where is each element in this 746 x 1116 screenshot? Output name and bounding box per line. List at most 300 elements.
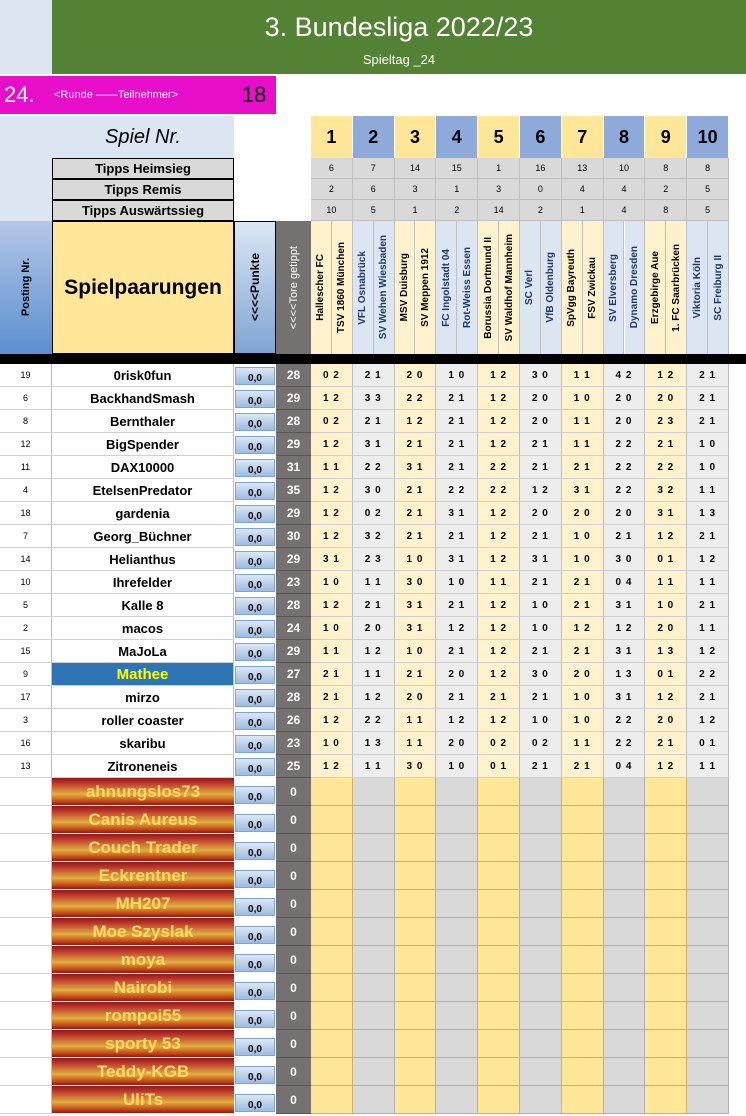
tip-cell[interactable]: 1 1 [353,571,395,594]
tip-cell-empty[interactable] [604,806,646,834]
tip-cell[interactable]: 2 2 [604,433,646,456]
tip-cell[interactable]: 2 0 [645,617,687,640]
tip-cell[interactable]: 3 1 [353,433,395,456]
tip-cell-empty[interactable] [436,1002,478,1030]
tip-cell[interactable]: 2 2 [353,709,395,732]
player-name-highlighted[interactable]: Mathee [52,663,234,686]
tip-cell[interactable]: 1 0 [687,433,729,456]
tip-cell[interactable]: 1 0 [520,709,562,732]
tip-cell[interactable]: 2 1 [520,433,562,456]
tip-cell-empty[interactable] [645,1086,687,1114]
tip-cell-empty[interactable] [395,1030,437,1058]
tip-cell-empty[interactable] [604,1030,646,1058]
tip-cell[interactable]: 2 1 [436,525,478,548]
tip-cell[interactable]: 2 1 [436,456,478,479]
tip-cell-empty[interactable] [520,1086,562,1114]
tip-cell[interactable]: 2 0 [645,709,687,732]
tip-cell-empty[interactable] [604,1002,646,1030]
tip-cell-empty[interactable] [604,1086,646,1114]
tip-cell[interactable]: 1 0 [311,732,353,755]
player-name[interactable]: Ihrefelder [52,571,234,594]
tip-cell[interactable]: 1 2 [395,410,437,433]
tip-cell-empty[interactable] [687,778,729,806]
player-name[interactable]: Bernthaler [52,410,234,433]
tip-cell[interactable]: 2 2 [645,456,687,479]
tip-cell-empty[interactable] [645,946,687,974]
tip-cell-empty[interactable] [604,778,646,806]
tip-cell-empty[interactable] [353,1086,395,1114]
tip-cell[interactable]: 1 0 [311,617,353,640]
tip-cell-empty[interactable] [520,1058,562,1086]
missing-player-name[interactable]: Eckrentner [52,862,234,890]
tip-cell[interactable]: 2 2 [478,479,520,502]
tip-cell[interactable]: 1 3 [604,663,646,686]
tip-cell-empty[interactable] [436,778,478,806]
tip-cell[interactable]: 1 2 [311,479,353,502]
tip-cell[interactable]: 0 1 [687,732,729,755]
tip-cell[interactable]: 2 0 [436,732,478,755]
tip-cell[interactable]: 1 0 [562,387,604,410]
tip-cell-empty[interactable] [520,778,562,806]
tip-cell-empty[interactable] [562,1086,604,1114]
tip-cell[interactable]: 1 2 [436,617,478,640]
tip-cell[interactable]: 2 1 [395,663,437,686]
missing-player-name[interactable]: Moe Szyslak [52,918,234,946]
tip-cell-empty[interactable] [478,974,520,1002]
tip-cell[interactable]: 2 1 [436,387,478,410]
tip-cell[interactable]: 1 2 [311,433,353,456]
tip-cell[interactable]: 2 1 [311,686,353,709]
tip-cell-empty[interactable] [311,1002,353,1030]
tip-cell-empty[interactable] [353,946,395,974]
tip-cell[interactable]: 2 2 [604,456,646,479]
tip-cell-empty[interactable] [395,1058,437,1086]
tip-cell[interactable]: 1 2 [687,548,729,571]
tip-cell-empty[interactable] [353,890,395,918]
tip-cell[interactable]: 1 2 [311,755,353,778]
tip-cell[interactable]: 1 2 [478,709,520,732]
tip-cell-empty[interactable] [311,946,353,974]
tip-cell-empty[interactable] [311,1030,353,1058]
tip-cell[interactable]: 2 2 [604,709,646,732]
tip-cell[interactable]: 2 1 [687,525,729,548]
missing-player-name[interactable]: Teddy-KGB [52,1058,234,1086]
tip-cell[interactable]: 2 0 [353,617,395,640]
tip-cell[interactable]: 2 2 [478,456,520,479]
tip-cell-empty[interactable] [311,834,353,862]
tip-cell-empty[interactable] [436,1030,478,1058]
tip-cell[interactable]: 2 1 [562,571,604,594]
missing-player-name[interactable]: ahnungslos73 [52,778,234,806]
tip-cell-empty[interactable] [478,946,520,974]
tip-cell-empty[interactable] [687,1058,729,1086]
tip-cell-empty[interactable] [562,974,604,1002]
tip-cell-empty[interactable] [687,862,729,890]
tip-cell[interactable]: 2 0 [562,502,604,525]
tip-cell[interactable]: 2 1 [478,686,520,709]
tip-cell[interactable]: 1 2 [478,617,520,640]
tip-cell[interactable]: 1 0 [395,640,437,663]
tip-cell[interactable]: 1 2 [311,594,353,617]
tip-cell[interactable]: 2 1 [436,433,478,456]
tip-cell[interactable]: 1 2 [478,502,520,525]
tip-cell-empty[interactable] [604,890,646,918]
tip-cell-empty[interactable] [478,778,520,806]
tip-cell[interactable]: 2 1 [520,755,562,778]
tip-cell[interactable]: 1 2 [520,479,562,502]
tip-cell[interactable]: 2 2 [604,479,646,502]
tip-cell-empty[interactable] [687,1002,729,1030]
tip-cell[interactable]: 1 2 [604,617,646,640]
tip-cell[interactable]: 3 0 [520,364,562,387]
tip-cell[interactable]: 1 1 [395,732,437,755]
tip-cell-empty[interactable] [395,890,437,918]
tip-cell[interactable]: 1 0 [436,364,478,387]
tip-cell[interactable]: 1 1 [562,732,604,755]
missing-player-name[interactable]: rompoi55 [52,1002,234,1030]
tip-cell[interactable]: 2 1 [353,364,395,387]
tip-cell[interactable]: 1 0 [645,594,687,617]
tip-cell-empty[interactable] [478,834,520,862]
tip-cell[interactable]: 3 1 [562,479,604,502]
tip-cell-empty[interactable] [478,890,520,918]
tip-cell[interactable]: 3 1 [395,594,437,617]
tip-cell[interactable]: 3 1 [395,456,437,479]
tip-cell[interactable]: 0 1 [478,755,520,778]
tip-cell[interactable]: 2 1 [562,755,604,778]
tip-cell-empty[interactable] [687,918,729,946]
tip-cell[interactable]: 1 2 [311,387,353,410]
tip-cell-empty[interactable] [478,918,520,946]
tip-cell[interactable]: 1 2 [687,640,729,663]
tip-cell[interactable]: 1 1 [395,709,437,732]
tip-cell-empty[interactable] [478,1058,520,1086]
tip-cell-empty[interactable] [478,1030,520,1058]
tip-cell-empty[interactable] [311,890,353,918]
tip-cell[interactable]: 2 1 [311,663,353,686]
tip-cell[interactable]: 2 1 [687,594,729,617]
missing-player-name[interactable]: moya [52,946,234,974]
tip-cell-empty[interactable] [687,834,729,862]
tip-cell[interactable]: 1 2 [311,709,353,732]
tip-cell-empty[interactable] [478,1086,520,1114]
tip-cell[interactable]: 4 2 [604,364,646,387]
tip-cell-empty[interactable] [687,890,729,918]
tip-cell[interactable]: 1 0 [562,548,604,571]
tip-cell[interactable]: 2 1 [562,456,604,479]
tip-cell-empty[interactable] [687,946,729,974]
player-name[interactable]: EtelsenPredator [52,479,234,502]
tip-cell[interactable]: 2 0 [604,502,646,525]
tip-cell-empty[interactable] [353,974,395,1002]
tip-cell[interactable]: 2 0 [562,663,604,686]
tip-cell-empty[interactable] [562,806,604,834]
tip-cell[interactable]: 1 2 [645,525,687,548]
tip-cell-empty[interactable] [520,862,562,890]
tip-cell[interactable]: 2 1 [520,686,562,709]
tip-cell[interactable]: 2 1 [353,410,395,433]
tip-cell-empty[interactable] [604,918,646,946]
tip-cell-empty[interactable] [436,862,478,890]
tip-cell[interactable]: 2 2 [353,456,395,479]
tip-cell-empty[interactable] [562,1002,604,1030]
player-name[interactable]: Zitroneneis [52,755,234,778]
tip-cell[interactable]: 1 0 [520,594,562,617]
tip-cell-empty[interactable] [395,918,437,946]
tip-cell[interactable]: 1 2 [478,548,520,571]
tip-cell-empty[interactable] [687,1086,729,1114]
tip-cell-empty[interactable] [604,834,646,862]
tip-cell[interactable]: 2 3 [353,548,395,571]
tip-cell-empty[interactable] [395,778,437,806]
tip-cell[interactable]: 3 3 [353,387,395,410]
tip-cell[interactable]: 2 0 [520,410,562,433]
tip-cell[interactable]: 1 1 [478,571,520,594]
player-name[interactable]: Kalle 8 [52,594,234,617]
tip-cell[interactable]: 2 2 [687,663,729,686]
tip-cell[interactable]: 3 1 [604,640,646,663]
tip-cell-empty[interactable] [436,806,478,834]
tip-cell-empty[interactable] [311,1058,353,1086]
tip-cell[interactable]: 1 2 [436,709,478,732]
tip-cell-empty[interactable] [687,1030,729,1058]
player-name[interactable]: mirzo [52,686,234,709]
tip-cell[interactable]: 3 1 [604,686,646,709]
tip-cell[interactable]: 2 1 [687,364,729,387]
player-name[interactable]: MaJoLa [52,640,234,663]
tip-cell[interactable]: 2 3 [645,410,687,433]
tip-cell[interactable]: 2 1 [562,640,604,663]
tip-cell[interactable]: 3 1 [395,617,437,640]
tip-cell[interactable]: 3 0 [395,755,437,778]
tip-cell[interactable]: 1 2 [478,387,520,410]
tip-cell[interactable]: 1 1 [562,364,604,387]
tip-cell[interactable]: 3 2 [645,479,687,502]
tip-cell[interactable]: 2 1 [520,456,562,479]
player-name[interactable]: gardenia [52,502,234,525]
tip-cell-empty[interactable] [520,890,562,918]
player-name[interactable]: 0risk0fun [52,364,234,387]
tip-cell-empty[interactable] [395,834,437,862]
tip-cell-empty[interactable] [478,1002,520,1030]
tip-cell[interactable]: 1 2 [478,640,520,663]
tip-cell-empty[interactable] [604,974,646,1002]
tip-cell[interactable]: 3 1 [436,502,478,525]
tip-cell-empty[interactable] [353,778,395,806]
tip-cell[interactable]: 2 0 [604,410,646,433]
tip-cell-empty[interactable] [562,946,604,974]
tip-cell-empty[interactable] [645,1002,687,1030]
tip-cell-empty[interactable] [311,862,353,890]
tip-cell-empty[interactable] [562,778,604,806]
tip-cell-empty[interactable] [436,974,478,1002]
tip-cell-empty[interactable] [645,1058,687,1086]
tip-cell-empty[interactable] [645,1030,687,1058]
tip-cell-empty[interactable] [436,918,478,946]
tip-cell[interactable]: 1 2 [478,663,520,686]
tip-cell[interactable]: 0 2 [353,502,395,525]
tip-cell-empty[interactable] [395,1002,437,1030]
tip-cell[interactable]: 3 1 [436,548,478,571]
tip-cell[interactable]: 1 2 [311,502,353,525]
tip-cell[interactable]: 3 1 [645,502,687,525]
tip-cell[interactable]: 1 2 [478,433,520,456]
tip-cell-empty[interactable] [520,974,562,1002]
tip-cell[interactable]: 2 1 [604,525,646,548]
tip-cell-empty[interactable] [645,974,687,1002]
tip-cell[interactable]: 1 0 [562,686,604,709]
tip-cell-empty[interactable] [687,806,729,834]
tip-cell-empty[interactable] [520,1002,562,1030]
tip-cell[interactable]: 2 1 [395,433,437,456]
tip-cell[interactable]: 1 2 [478,594,520,617]
tip-cell-empty[interactable] [645,890,687,918]
tip-cell[interactable]: 1 1 [687,571,729,594]
tip-cell-empty[interactable] [645,806,687,834]
player-name[interactable]: BackhandSmash [52,387,234,410]
tip-cell[interactable]: 0 2 [311,410,353,433]
tip-cell-empty[interactable] [311,974,353,1002]
tip-cell-empty[interactable] [520,1030,562,1058]
tip-cell-empty[interactable] [311,1086,353,1114]
tip-cell-empty[interactable] [604,862,646,890]
tip-cell[interactable]: 1 1 [562,433,604,456]
tip-cell-empty[interactable] [436,890,478,918]
tip-cell[interactable]: 1 0 [687,456,729,479]
tip-cell-empty[interactable] [311,778,353,806]
tip-cell[interactable]: 1 0 [395,548,437,571]
tip-cell[interactable]: 2 0 [520,387,562,410]
tip-cell[interactable]: 1 2 [478,525,520,548]
tip-cell-empty[interactable] [353,862,395,890]
tip-cell[interactable]: 0 2 [311,364,353,387]
tip-cell-empty[interactable] [436,1086,478,1114]
tip-cell[interactable]: 2 1 [436,594,478,617]
tip-cell-empty[interactable] [520,806,562,834]
player-name[interactable]: Georg_Büchner [52,525,234,548]
tip-cell-empty[interactable] [604,946,646,974]
tip-cell-empty[interactable] [436,834,478,862]
tip-cell[interactable]: 1 1 [353,755,395,778]
player-name[interactable]: DAX10000 [52,456,234,479]
tip-cell-empty[interactable] [520,918,562,946]
tip-cell-empty[interactable] [353,918,395,946]
tip-cell-empty[interactable] [562,862,604,890]
tip-cell[interactable]: 2 1 [520,640,562,663]
tip-cell[interactable]: 1 2 [478,410,520,433]
tip-cell-empty[interactable] [353,806,395,834]
tip-cell[interactable]: 1 1 [311,640,353,663]
tip-cell[interactable]: 0 2 [520,732,562,755]
tip-cell[interactable]: 2 0 [645,387,687,410]
tip-cell-empty[interactable] [478,806,520,834]
tip-cell[interactable]: 2 0 [520,502,562,525]
tip-cell[interactable]: 2 0 [604,387,646,410]
player-name[interactable]: Helianthus [52,548,234,571]
tip-cell[interactable]: 2 1 [395,525,437,548]
tip-cell[interactable]: 2 1 [520,525,562,548]
tip-cell-empty[interactable] [353,1030,395,1058]
tip-cell-empty[interactable] [520,946,562,974]
tip-cell[interactable]: 3 1 [520,548,562,571]
tip-cell[interactable]: 1 2 [645,364,687,387]
missing-player-name[interactable]: sporty 53 [52,1030,234,1058]
tip-cell[interactable]: 1 1 [562,410,604,433]
tip-cell-empty[interactable] [478,862,520,890]
tip-cell[interactable]: 1 2 [562,617,604,640]
tip-cell[interactable]: 2 1 [353,594,395,617]
tip-cell[interactable]: 1 0 [436,571,478,594]
tip-cell[interactable]: 2 1 [436,686,478,709]
tip-cell[interactable]: 2 0 [395,686,437,709]
tip-cell[interactable]: 1 3 [353,732,395,755]
tip-cell[interactable]: 2 1 [395,479,437,502]
tip-cell[interactable]: 1 2 [645,686,687,709]
tip-cell[interactable]: 1 0 [520,617,562,640]
tip-cell[interactable]: 0 4 [604,755,646,778]
player-name[interactable]: macos [52,617,234,640]
tip-cell[interactable]: 3 1 [311,548,353,571]
tip-cell[interactable]: 0 4 [604,571,646,594]
tip-cell[interactable]: 1 1 [687,479,729,502]
tip-cell-empty[interactable] [604,1058,646,1086]
player-name[interactable]: BigSpender [52,433,234,456]
tip-cell[interactable]: 2 1 [395,502,437,525]
tip-cell-empty[interactable] [311,918,353,946]
tip-cell-empty[interactable] [562,1030,604,1058]
tip-cell-empty[interactable] [645,918,687,946]
tip-cell[interactable]: 2 1 [687,387,729,410]
tip-cell[interactable]: 1 2 [478,364,520,387]
tip-cell[interactable]: 3 0 [520,663,562,686]
tip-cell-empty[interactable] [562,918,604,946]
tip-cell[interactable]: 1 0 [436,755,478,778]
missing-player-name[interactable]: MH207 [52,890,234,918]
tip-cell-empty[interactable] [562,890,604,918]
tip-cell[interactable]: 1 1 [687,755,729,778]
tip-cell-empty[interactable] [645,862,687,890]
tip-cell[interactable]: 3 0 [604,548,646,571]
tip-cell[interactable]: 3 1 [604,594,646,617]
tip-cell-empty[interactable] [562,834,604,862]
missing-player-name[interactable]: Canis Aureus [52,806,234,834]
tip-cell-empty[interactable] [395,806,437,834]
tip-cell[interactable]: 2 1 [562,594,604,617]
player-name[interactable]: skaribu [52,732,234,755]
tip-cell[interactable]: 2 1 [687,686,729,709]
tip-cell[interactable]: 1 2 [353,640,395,663]
tip-cell[interactable]: 2 1 [645,732,687,755]
tip-cell[interactable]: 1 1 [645,571,687,594]
tip-cell-empty[interactable] [687,974,729,1002]
tip-cell[interactable]: 1 1 [353,663,395,686]
tip-cell[interactable]: 1 2 [687,709,729,732]
tip-cell[interactable]: 1 2 [645,755,687,778]
tip-cell[interactable]: 3 2 [353,525,395,548]
tip-cell-empty[interactable] [395,974,437,1002]
tip-cell[interactable]: 0 1 [645,548,687,571]
tip-cell[interactable]: 1 3 [645,640,687,663]
tip-cell[interactable]: 3 0 [395,571,437,594]
tip-cell-empty[interactable] [353,1002,395,1030]
tip-cell[interactable]: 1 1 [687,617,729,640]
tip-cell-empty[interactable] [311,806,353,834]
player-name[interactable]: roller coaster [52,709,234,732]
tip-cell[interactable]: 1 0 [562,525,604,548]
tip-cell[interactable]: 2 1 [645,433,687,456]
tip-cell[interactable]: 1 2 [353,686,395,709]
tip-cell[interactable]: 2 2 [604,732,646,755]
